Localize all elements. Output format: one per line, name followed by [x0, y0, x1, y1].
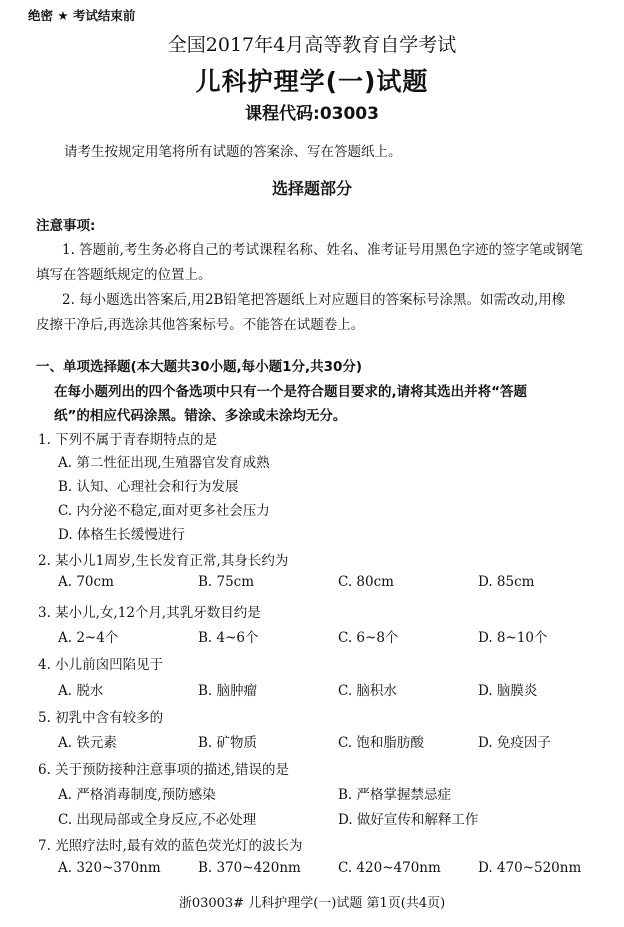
- question-7-option-b: B. 370~420nm: [198, 860, 301, 876]
- page-footer: 浙03003# 儿科护理学(一)试题 第1页(共4页): [178, 896, 446, 911]
- question-1-option-b: B. 认知、心理社会和行为发展: [58, 479, 239, 495]
- question-2-option-d: D. 85cm: [478, 574, 535, 590]
- question-6-option-b: B. 严格掌握禁忌症: [338, 787, 452, 803]
- note-2-line-1: 2. 每小题选出答案后,用2B铅笔把答题纸上对应题目的答案标号涂黑。如需改动,用橡: [62, 292, 566, 308]
- question-7-stem: 7. 光照疗法时,最有效的蓝色荧光灯的波长为: [38, 838, 303, 854]
- question-4-option-c: C. 脑积水: [338, 683, 397, 699]
- secret-label: 绝密 ★ 考试结束前: [28, 8, 136, 23]
- exam-title: 全国2017年4月高等教育自学考试: [167, 34, 457, 56]
- question-5-option-c: C. 饱和脂肪酸: [338, 735, 424, 751]
- question-6-option-c: C. 出现局部或全身反应,不必处理: [58, 812, 257, 828]
- question-3-option-b: B. 4~6个: [198, 630, 259, 646]
- question-3-stem: 3. 某小儿,女,12个月,其乳牙数目约是: [38, 605, 261, 621]
- section-instruction-line-1: 在每小题列出的四个备选项中只有一个是符合题目要求的,请将其选出并将“答题: [54, 384, 527, 400]
- question-2-option-a: A. 70cm: [58, 574, 114, 590]
- question-5-stem: 5. 初乳中含有较多的: [38, 710, 164, 726]
- question-1-option-a: A. 第二性征出现,生殖器官发育成熟: [58, 455, 270, 471]
- question-4-stem: 4. 小儿前囟凹陷见于: [38, 657, 164, 673]
- paper-title: 儿科护理学(一)试题: [195, 67, 429, 96]
- question-3-option-a: A. 2~4个: [58, 630, 119, 646]
- note-1-line-1: 1. 答题前,考生务必将自己的考试课程名称、姓名、准考证号用黑色字迹的签字笔或钢笔: [62, 242, 583, 258]
- question-1-option-c: C. 内分泌不稳定,面对更多社会压力: [58, 503, 270, 519]
- question-6-option-a: A. 严格消毒制度,预防感染: [58, 787, 216, 803]
- question-5-option-d: D. 免疫因子: [478, 735, 551, 751]
- notes-title: 注意事项:: [36, 218, 96, 234]
- section-instruction-line-2: 纸”的相应代码涂黑。错涂、多涂或未涂均无分。: [54, 408, 347, 424]
- part-title: 选择题部分: [271, 179, 352, 198]
- question-7-option-d: D. 470~520nm: [478, 860, 582, 876]
- answer-instruction: 请考生按规定用笔将所有试题的答案涂、写在答题纸上。: [64, 144, 402, 160]
- question-5-option-b: B. 矿物质: [198, 735, 258, 751]
- question-4-option-a: A. 脱水: [58, 683, 104, 699]
- question-1-stem: 1. 下列不属于青春期特点的是: [38, 432, 218, 448]
- question-1-option-d: D. 体格生长缓慢进行: [58, 527, 185, 543]
- question-2-option-c: C. 80cm: [338, 574, 394, 590]
- section-title: 一、单项选择题(本大题共30小题,每小题1分,共30分): [36, 359, 363, 375]
- question-4-option-d: D. 脑膜炎: [478, 683, 538, 699]
- question-3-option-c: C. 6~8个: [338, 630, 399, 646]
- question-5-option-a: A. 铁元素: [58, 735, 117, 751]
- question-6-stem: 6. 关于预防接种注意事项的描述,错误的是: [38, 762, 289, 778]
- note-1-line-2: 填写在答题纸规定的位置上。: [36, 267, 212, 283]
- question-7-option-c: C. 420~470nm: [338, 860, 441, 876]
- question-4-option-b: B. 脑肿瘤: [198, 683, 258, 699]
- question-2-option-b: B. 75cm: [198, 574, 255, 590]
- question-6-option-d: D. 做好宣传和解释工作: [338, 812, 479, 828]
- question-2-stem: 2. 某小儿1周岁,生长发育正常,其身长约为: [38, 553, 289, 569]
- question-3-option-d: D. 8~10个: [478, 630, 548, 646]
- question-7-option-a: A. 320~370nm: [58, 860, 161, 876]
- course-code: 课程代码:03003: [245, 104, 379, 124]
- note-2-line-2: 皮擦干净后,再选涂其他答案标号。不能答在试题卷上。: [36, 317, 365, 333]
